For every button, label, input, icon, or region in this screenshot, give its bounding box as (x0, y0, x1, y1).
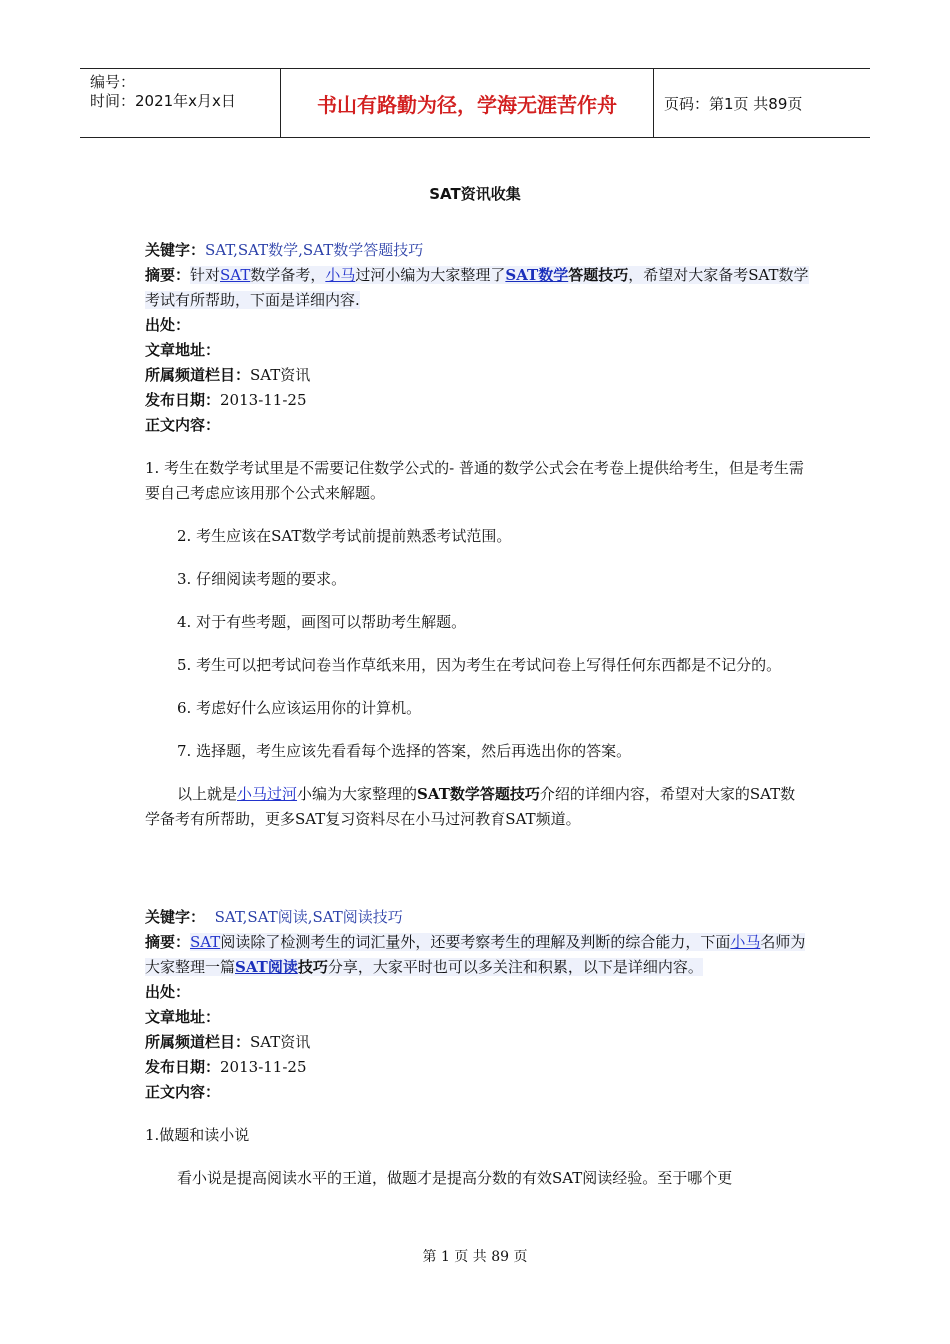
list-item: 5. 考生可以把考试问卷当作草纸来用，因为考生在考试问卷上写得任何东西都是不记分的。 (177, 656, 782, 674)
document-time-label: 时间：2021年x月x日 (90, 92, 236, 110)
summary-text: 名师为大家整理一篇 (145, 933, 806, 976)
date-value: 2013-11-25 (220, 1058, 307, 1076)
header-motto: 书山有路勤为径，学海无涯苦作舟 (281, 69, 654, 137)
header-info-cell (80, 69, 281, 137)
list-item: 1. 考生在数学考试里是不需要记住数学公式的- 普通的数学公式会在考卷上提供给考生，但是考生需要自己考虑应该用那个公式来解题。 (145, 459, 804, 502)
body-label: 正文内容： (145, 416, 221, 434)
link-xiaoma[interactable]: 小马 (325, 266, 356, 284)
summary-bold-text: 答题技巧 (568, 266, 629, 284)
source-label: 出处： (145, 316, 191, 334)
link-xiaoma[interactable]: 小马 (730, 933, 761, 951)
summary-text: 过河小编为大家整理了 (355, 266, 506, 284)
keywords-value: SAT,SAT数学,SAT数学答题技巧 (205, 241, 424, 259)
summary-bold-text: 技巧 (297, 958, 328, 976)
keywords-row (145, 905, 810, 930)
closing-paragraph (145, 782, 810, 832)
channel-row (145, 363, 810, 388)
keywords-label: 关键字： (145, 241, 206, 259)
summary-text: 数学备考， (250, 266, 326, 284)
summary-text: ，希望对大家备考SAT数学考试有所帮助，下面是详细内容. (145, 266, 809, 309)
list-item: 4. 对于有些考题，画图可以帮助考生解题。 (177, 613, 467, 631)
keywords-value: SAT,SAT阅读,SAT阅读技巧 (214, 908, 403, 926)
document-title: SAT资讯收集 (429, 185, 521, 203)
article-2 (145, 905, 810, 1191)
channel-label: 所属频道栏目： (145, 366, 251, 384)
date-row (145, 388, 810, 413)
link-sat[interactable]: SAT (220, 266, 251, 284)
closing-text: 以上就是 (177, 785, 238, 803)
page-header (80, 68, 870, 138)
document-number-label: 编号： (90, 73, 136, 91)
header-page-info: 页码：第1页 共89页 (664, 94, 803, 113)
channel-row (145, 1030, 810, 1055)
section-title: 1.做题和读小说 (145, 1126, 250, 1144)
link-sat[interactable]: SAT (190, 933, 221, 951)
summary-text: 分享，大家平时也可以多关注和积累，以下是详细内容。 (327, 958, 703, 976)
channel-value: SAT资讯 (250, 1033, 311, 1051)
summary-text: 针对 (190, 266, 221, 284)
summary (145, 263, 810, 313)
list-item: 3. 仔细阅读考题的要求。 (177, 570, 347, 588)
list-item: 7. 选择题，考生应该先看看每个选择的答案，然后再选出你的答案。 (177, 742, 632, 760)
date-row (145, 1055, 810, 1080)
body-label: 正文内容： (145, 1083, 221, 1101)
summary-label: 摘要： (145, 266, 191, 284)
list-item: 2. 考生应该在SAT数学考试前提前熟悉考试范围。 (177, 527, 512, 545)
keywords-row (145, 238, 810, 263)
link-sat-math[interactable]: SAT数学 (505, 266, 569, 284)
source-label: 出处： (145, 983, 191, 1001)
article-1 (145, 238, 810, 832)
closing-text: 小编为大家整理的 (297, 785, 418, 803)
page-footer: 第 1 页 共 89 页 (422, 1249, 528, 1265)
keywords-label: 关键字： (145, 908, 206, 926)
summary-label: 摘要： (145, 933, 191, 951)
closing-text: 介绍的详细内容，希望对大家的SAT数学备考有所帮助，更多SAT复习资料尽在小马过河教育SAT频道。 (145, 785, 796, 828)
date-label: 发布日期： (145, 391, 221, 409)
body-paragraph: 看小说是提高阅读水平的王道，做题才是提高分数的有效SAT阅读经验。至于哪个更 (177, 1169, 733, 1187)
date-label: 发布日期： (145, 1058, 221, 1076)
closing-bold-text: SAT数学答题技巧 (417, 785, 540, 803)
summary (145, 930, 810, 980)
link-sat-reading[interactable]: SAT阅读 (235, 958, 298, 976)
summary-text: 阅读除了检测考生的词汇量外，还要考察考生的理解及判断的综合能力，下面 (220, 933, 731, 951)
url-label: 文章地址： (145, 1008, 221, 1026)
list-item: 6. 考虑好什么应该运用你的计算机。 (177, 699, 422, 717)
channel-label: 所属频道栏目： (145, 1033, 251, 1051)
date-value: 2013-11-25 (220, 391, 307, 409)
url-label: 文章地址： (145, 341, 221, 359)
link-xiaomaguohe[interactable]: 小马过河 (237, 785, 298, 803)
channel-value: SAT资讯 (250, 366, 311, 384)
